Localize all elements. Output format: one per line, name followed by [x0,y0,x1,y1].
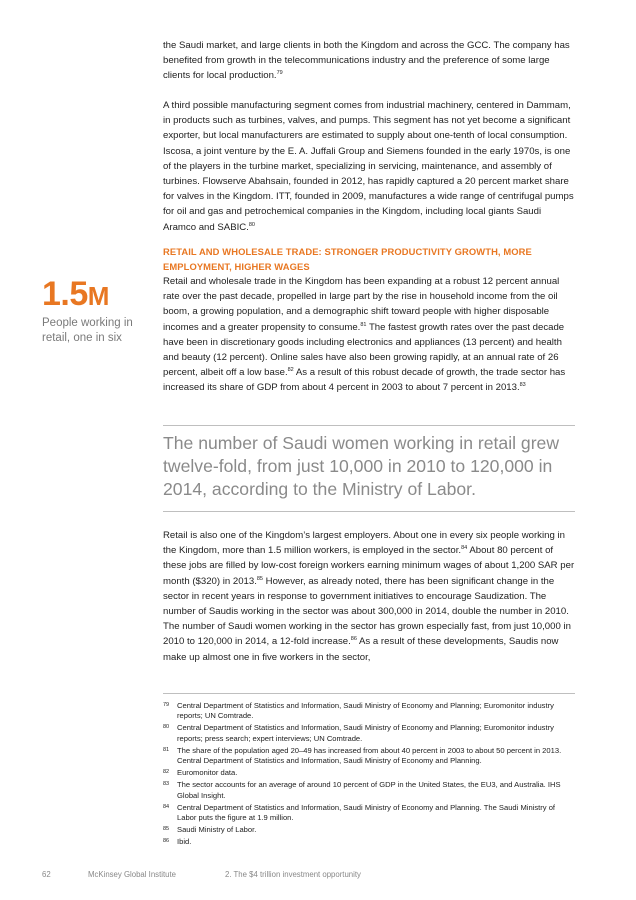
paragraph-text: About 80 percent of these jobs are filled by low-cost foreign workers earning minimum wages of about 1,200 SAR per month ($320) in 2013. [163,545,575,587]
stat-caption: People working in retail, one in six [42,317,133,344]
paragraph-text: As a result of these developments, Saudis now make up almost one in five workers in the sector, [163,636,559,663]
stat-value [42,276,152,314]
quote-bottom-rule [163,511,575,512]
footnote-number: 84 [163,803,170,810]
footnote-ref[interactable]: 84 [461,545,468,552]
paragraph-text: As a result of this robust decade of growth, the trade sector has increased its share of GDP from about 4 percent in 2003 to about 7 percent in 2013. [163,367,566,394]
body-paragraph [163,528,575,665]
footnote-number: 82 [163,769,170,776]
footnote-ref[interactable]: 79 [276,70,283,77]
paragraph-text: A third possible manufacturing segment comes from industrial machinery, centered in Dammam, in products such as turbines, valves, and pumps. This segment has not yet become a significant exporter, but local manufacturers are estimated to supply about one-tenth of local consumption. Iscosa, a joint venture by the E. A. Juffali Group and Siemens founded in the early 1970s, is one of the players in the turbine market, specializing in servicing, maintenance, and assembly of turbines. Flowserve Abahsain, founded in 2012, has rapidly captured a 20 percent market share for valves in the Kingdom. ITT, founded in 2009, manufactures a wide range of centrifugal pumps for oil and gas and petrochemical companies in the Kingdom, including local giants Saudi Aramco and SABIC. [163,100,574,233]
paragraph-text: Retail is also one of the Kingdom’s largest employers. About one in every six people working in the Kingdom, more than 1.5 million workers, is employed in the sector. [163,530,565,557]
footnote-ref[interactable]: 80 [248,221,255,228]
paragraph-text: Retail and wholesale trade in the Kingdom has been expanding at a robust 12 percent annual rate over the past decade, propelled in large part by the rise in household income from the oil boom, a growing population, and a demographic shift toward people with higher disposable incomes and a greater propensity to consume. [163,276,560,333]
publisher-name: McKinsey Global Institute [88,870,176,879]
footnote-number: 79 [163,702,170,708]
stat-callout [42,276,152,346]
footnote-divider [163,693,575,694]
footnote-text: The share of the population aged 20–49 has increased from about 40 percent in 2003 to about 50 percent in 2013. Central Department of Statistics and Information, Saudi Ministry of Economy and Planning. [177,745,562,766]
body-paragraph [163,274,575,396]
paragraph-text: the Saudi market, and large clients in both the Kingdom and across the GCC. The company has benefited from growth in the telecommunications industry and the preference of some large clients for local production. [163,40,570,82]
paragraph-text: However, as already noted, there has been significant change in the sector in recent years in response to government initiatives to encourage Saudization. The number of Saudis working in the sector was about 300,000 in 2014, double the number in 2010. The number of Saudi women working in the sector has grown especially fast, from just 10,000 in 2010 to 120,000 in 2014, a 12-fold increase. [163,575,571,648]
body-paragraph [163,38,575,84]
footnote [163,768,575,778]
footnote [163,701,575,721]
pull-quote: The number of Saudi women working in retail grew twelve-fold, from just 10,000 in 2010 to 120,000 in 2014, according to the Ministry of Labor. [163,433,560,499]
footnote [163,803,575,823]
footnotes-list [163,701,575,850]
footnote-text: The sector accounts for an average of around 10 percent of GDP in the United States, the EU3, and Australia. IHS Global Insight. [177,780,561,800]
footnote [163,780,575,800]
footnote-text: Euromonitor data. [177,768,238,778]
footnote [163,746,575,766]
footnote-ref[interactable]: 86 [350,636,357,643]
footnote [163,825,575,835]
quote-top-rule [163,425,575,426]
footnote-text: Ibid. [177,837,192,847]
body-paragraph [163,98,575,235]
footnote-number: 83 [163,781,170,788]
footnote-ref[interactable]: 83 [519,382,526,389]
page-number: 62 [42,870,51,879]
footnote-text: Central Department of Statistics and Information, Saudi Ministry of Economy and Planning; Euromonitor industry reports; press search; expert interviews; UN Comtrade. [177,723,554,743]
stat-unit: M [87,281,109,311]
footnote-text: Central Department of Statistics and Information, Saudi Ministry of Economy and Planning; Euromonitor industry reports; UN Comtrade. [177,701,554,721]
footnote [163,723,575,743]
section-heading: RETAIL AND WHOLESALE TRADE: STRONGER PRODUCTIVITY GROWTH, MORE EMPLOYMENT, HIGHER WAGES [163,246,532,272]
footnote-text: Central Department of Statistics and Information, Saudi Ministry of Economy and Planning. The Saudi Ministry of Labor puts the figure at 1.9 million. [177,802,556,823]
paragraph-text: The fastest growth rates over the past decade have been in discretionary goods including electronics and appliances (13 percent) and health and beauty (12 percent). Online sales have also been growing rapidly, at an annual rate of 26 percent, albeit off a low base. [163,321,565,379]
footnote-text: Saudi Ministry of Labor. [177,825,257,835]
footnote-number: 86 [163,838,170,845]
footnote-number: 85 [163,826,170,833]
footnote-number: 80 [163,724,170,731]
footnote-ref[interactable]: 85 [256,575,263,582]
stat-number: 1.5 [42,275,88,313]
footnote-ref[interactable]: 81 [360,321,367,328]
footnote-number: 81 [163,746,170,753]
footnote-ref[interactable]: 82 [287,367,294,374]
footnote [163,837,575,847]
chapter-title: 2. The $4 trillion investment opportunity [225,870,361,879]
